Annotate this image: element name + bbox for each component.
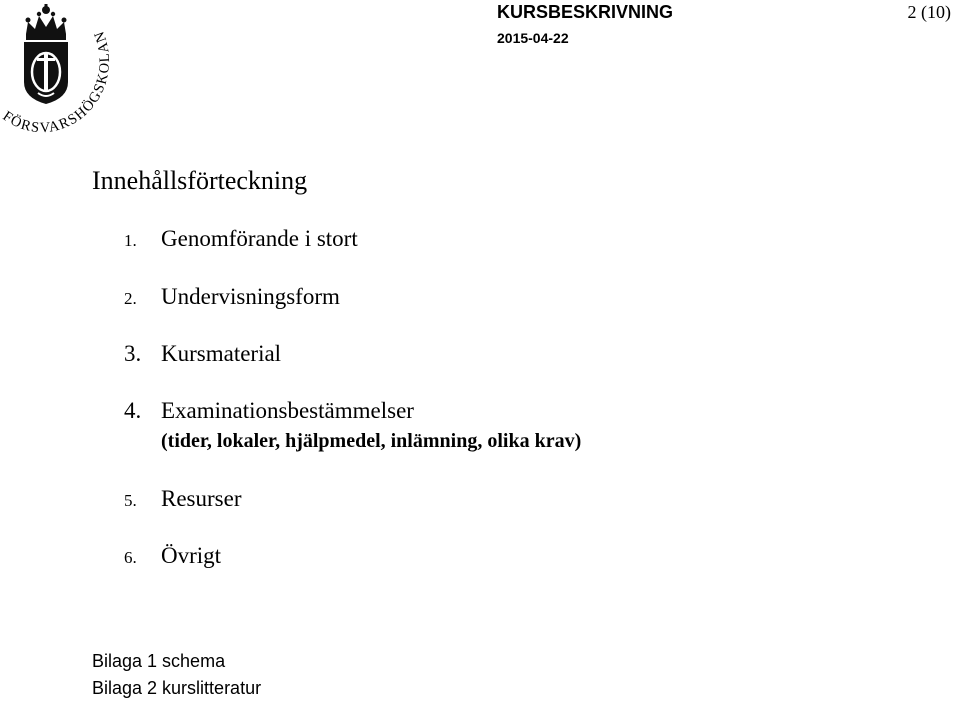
- toc-heading: Innehållsförteckning: [92, 166, 308, 195]
- logo-wordmark: FÖRSVARSHÖGSKOLAN: [0, 28, 114, 137]
- toc-item-number: 3.: [124, 341, 142, 366]
- appendix-1: Bilaga 1 schema: [92, 651, 226, 671]
- toc-item-number: 4.: [124, 398, 142, 423]
- toc-item-label: Övrigt: [161, 543, 222, 568]
- toc-item-5: [124, 486, 241, 512]
- toc-item-3: [124, 341, 281, 367]
- toc-item-number: 1.: [124, 231, 137, 250]
- crown-icon: [26, 4, 67, 40]
- toc-item-label: Genomförande i stort: [161, 226, 358, 251]
- toc-item-number: 2.: [124, 289, 137, 308]
- appendix-2: Bilaga 2 kurslitteratur: [92, 678, 262, 698]
- toc-item-label: Undervisningsform: [161, 284, 340, 309]
- document-date: 2015-04-22: [497, 30, 569, 46]
- toc-item-4-detail: (tider, lokaler, hjälpmedel, inlämning, olika krav): [161, 430, 582, 452]
- toc-item-label: Examinationsbestämmelser: [161, 398, 414, 423]
- toc-item-6: [124, 543, 221, 569]
- toc-item-number: 6.: [124, 548, 137, 567]
- shield-icon: [24, 42, 68, 104]
- toc-item-label: Kursmaterial: [161, 341, 282, 366]
- toc-item-2: [124, 284, 340, 310]
- toc-item-4: [124, 398, 414, 424]
- crest-logo-icon: [0, 0, 135, 140]
- page-number: 2 (10): [907, 2, 951, 22]
- toc-item-1: [124, 226, 358, 252]
- toc-item-label: Resurser: [161, 486, 242, 511]
- document-type: KURSBESKRIVNING: [497, 2, 674, 22]
- toc-item-number: 5.: [124, 491, 137, 510]
